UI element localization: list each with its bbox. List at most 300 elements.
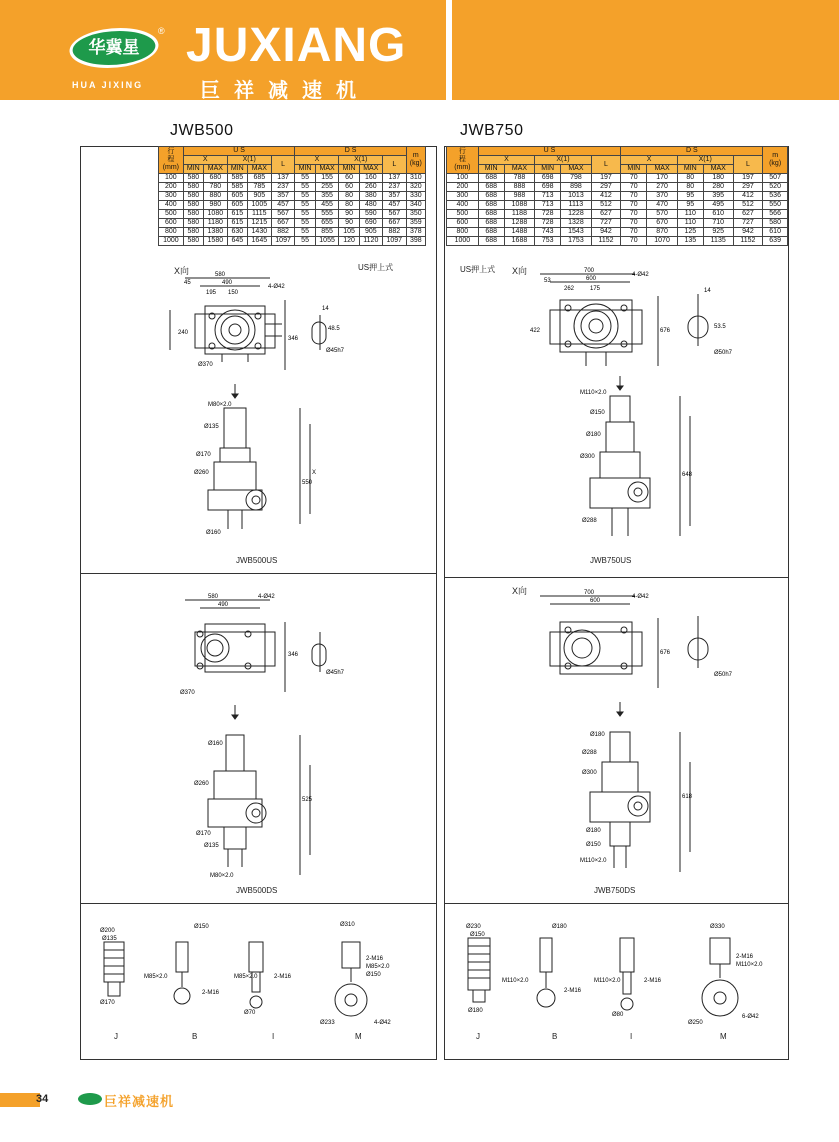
table-cell: 70 [621,201,647,210]
dimension-label: Ø370 [198,362,213,368]
dimension-label: Ø150 [586,842,601,848]
dimension-label: Ø370 [180,690,195,696]
table-header: MIN [227,165,247,174]
table-cell: 370 [647,192,677,201]
table-cell: 270 [647,183,677,192]
table-cell: 80 [339,192,359,201]
table-header: D S [621,147,763,156]
table-cell: 925 [703,228,733,237]
table-cell: 585 [227,174,247,183]
table-cell: 197 [591,174,621,183]
table-cell: 70 [621,183,647,192]
dimension-label: 4-Ø42 [374,1020,391,1026]
table-cell: 567 [271,210,295,219]
table-header: MIN [677,165,703,174]
table-cell: 137 [271,174,295,183]
dimension-label: 648 [682,472,693,478]
table-row [447,174,788,183]
logo-text: 华冀星 [88,38,140,58]
table-cell: 610 [763,228,788,237]
table-cell: 1488 [504,228,534,237]
drawing-caption: JWB500DS [236,886,278,895]
table-cell: 550 [763,201,788,210]
dimension-label: Ø45h7 [326,670,345,676]
table-cell: 395 [703,192,733,201]
table-row [447,237,788,246]
ds-side-view-jwb500 [190,705,340,885]
dimension-label: M85×2.0 [144,974,168,980]
table-cell: 688 [478,201,504,210]
table-cell: 90 [339,210,359,219]
table-header: MAX [504,165,534,174]
table-cell: 788 [504,174,534,183]
table-cell: 1000 [159,237,184,246]
table-cell: 713 [535,192,561,201]
dimension-label: Ø180 [586,828,601,834]
table-cell: 412 [733,192,763,201]
table-cell: 698 [535,183,561,192]
ds-top-view-jwb750 [520,588,760,698]
dimension-label: Ø260 [194,781,209,787]
ds-side-view-jwb750 [560,702,720,882]
table-cell: 1180 [203,219,227,228]
table-cell: 55 [295,219,315,228]
table-cell: 888 [504,183,534,192]
table-header: U S [183,147,295,156]
table-header: X(1) [677,156,733,165]
dimension-label: Ø310 [340,922,355,928]
table-cell: 600 [447,219,479,228]
table-header: X(1) [227,156,271,165]
dimension-label: Ø150 [590,410,605,416]
dimension-label: 580 [215,272,226,278]
logo-subtitle: HUA JIXING [72,80,144,90]
table-cell: 70 [621,237,647,246]
table-cell: 70 [621,174,647,183]
table-cell: 1088 [504,201,534,210]
table-cell: 297 [591,183,621,192]
table-cell: 300 [159,192,184,201]
dimension-label: 490 [222,280,233,286]
table-cell: 1013 [561,192,591,201]
table-row [447,183,788,192]
table-header: D S [295,147,406,156]
table-cell: 688 [478,219,504,228]
end-fittings-jwb750 [448,912,788,1032]
table-header: U S [478,147,621,156]
dimension-label: M85×2.0 [234,974,258,980]
divider [80,903,437,904]
ds-top-view-jwb500 [160,592,360,702]
dimension-label: M110×2.0 [502,978,529,984]
table-cell: 260 [359,183,382,192]
table-cell: 667 [382,219,406,228]
dimension-label: Ø300 [582,770,597,776]
table-cell: 378 [406,228,425,237]
table-cell: 870 [647,228,677,237]
dimension-label: 2-M16 [644,978,662,984]
dimension-label: Ø170 [100,1000,115,1006]
table-cell: 357 [271,192,295,201]
table-cell: 1152 [591,237,621,246]
table-cell: 855 [315,228,339,237]
table-cell: 688 [478,174,504,183]
mount-type-label: US押上式 [460,265,496,274]
dimension-label: Ø45h7 [326,348,345,354]
dimension-label: 14 [322,306,329,312]
table-cell: 400 [447,201,479,210]
table-cell: 455 [315,201,339,210]
table-cell: 100 [159,174,184,183]
table-cell: 55 [295,237,315,246]
table-cell: 200 [159,183,184,192]
table-cell: 785 [247,183,271,192]
table-cell: 780 [203,183,227,192]
footer-band [0,1093,40,1107]
table-cell: 685 [247,174,271,183]
dimension-label: 4-Ø42 [258,594,275,600]
end-label-i: I [272,1032,275,1041]
table-cell: 1228 [561,210,591,219]
table-header: X(1) [339,156,382,165]
dimension-label: 580 [208,594,219,600]
table-cell: 1328 [561,219,591,228]
table-cell: 645 [227,237,247,246]
dimension-label: Ø180 [590,732,605,738]
end-label-m: M [355,1032,362,1041]
table-cell: 60 [339,174,359,183]
dimension-label: 175 [590,286,601,292]
table-cell: 980 [203,201,227,210]
table-cell: 905 [359,228,382,237]
table-header: L [382,156,406,174]
table-cell: 605 [227,201,247,210]
table-cell: 639 [763,237,788,246]
table-cell: 512 [733,201,763,210]
table-cell: 110 [677,219,703,228]
table-header: MAX [561,165,591,174]
table-row [159,228,426,237]
table-cell: 105 [339,228,359,237]
table-header: X [478,156,534,165]
table-row [159,219,426,228]
table-cell: 507 [763,174,788,183]
divider [444,577,789,578]
table-header: MAX [315,165,339,174]
table-header: 行 程 (mm) [447,147,479,174]
table-cell: 80 [677,174,703,183]
dimension-label: 346 [288,652,299,658]
footer-brand: 巨祥减速机 [104,1094,175,1109]
table-cell: 55 [295,192,315,201]
table-cell: 1135 [703,237,733,246]
dimension-label: Ø288 [582,750,597,756]
table-cell: 512 [591,201,621,210]
dimension-label: M110×2.0 [580,390,607,396]
divider [80,573,437,574]
table-cell: 688 [478,210,504,219]
table-cell: 137 [382,174,406,183]
table-header: MAX [247,165,271,174]
dimension-label: 346 [288,336,299,342]
table-cell: 330 [406,192,425,201]
table-cell: 70 [621,219,647,228]
table-header: m (kg) [406,147,425,174]
dimension-label: Ø200 [100,928,115,934]
table-header: MIN [478,165,504,174]
dimension-label: 53.5 [714,324,726,330]
table-cell: 470 [647,201,677,210]
table-cell: 95 [677,192,703,201]
header-divider [446,0,452,100]
table-cell: 670 [647,219,677,228]
dimension-label: 525 [302,797,313,803]
end-label-b: B [192,1032,198,1041]
drawing-caption: JWB750US [590,556,632,565]
dimension-label: Ø150 [470,932,485,938]
table-cell: 630 [227,228,247,237]
dimension-label: M80×2.0 [210,873,234,879]
table-cell: 70 [621,192,647,201]
table-row [447,210,788,219]
table-header: MIN [621,165,647,174]
table-cell: 55 [295,228,315,237]
dimension-label: 2-M16 [736,954,754,960]
dimension-label: 195 [206,290,217,296]
table-cell: 1215 [247,219,271,228]
table-cell: 60 [339,183,359,192]
dimension-label: Ø260 [194,470,209,476]
dimension-label: 600 [590,598,601,604]
table-cell: 610 [703,210,733,219]
dimension-label: 6-Ø42 [742,1014,759,1020]
footer-logo [78,1093,102,1105]
table-cell: 1120 [359,237,382,246]
table-cell: 728 [535,219,561,228]
dimension-label: 4-Ø42 [268,284,285,290]
table-cell: 615 [227,210,247,219]
table-cell: 942 [733,228,763,237]
table-cell: 627 [591,210,621,219]
table-cell: 615 [227,219,247,228]
table-cell: 280 [703,183,733,192]
table-cell: 942 [591,228,621,237]
mount-type-label: US押上式 [358,263,394,272]
table-cell: 688 [478,228,504,237]
dimension-label: X [312,470,317,476]
table-cell: 310 [406,174,425,183]
dimension-label: Ø330 [710,924,725,930]
dimension-label: 490 [218,602,229,608]
dimension-label: Ø170 [196,831,211,837]
table-header: MIN [183,165,203,174]
dimension-label: 150 [228,290,239,296]
us-side-view-jwb750 [560,376,720,556]
table-cell: 170 [647,174,677,183]
end-label-j: J [476,1032,480,1041]
table-cell: 297 [733,183,763,192]
table-cell: 688 [478,183,504,192]
table-cell: 80 [677,183,703,192]
top-view-drawing-jwb750 [520,266,760,376]
table-row [159,183,426,192]
table-cell: 237 [271,183,295,192]
table-cell: 200 [447,183,479,192]
table-header: MAX [203,165,227,174]
divider [444,903,789,904]
table-cell: 480 [359,201,382,210]
dimension-label: 240 [178,330,189,336]
table-cell: 457 [271,201,295,210]
dimension-label: 550 [302,480,313,486]
table-cell: 359 [406,219,425,228]
table-cell: 688 [478,192,504,201]
table-cell: 688 [478,237,504,246]
table-header: X [621,156,677,165]
table-header: MIN [339,165,359,174]
table-cell: 160 [359,174,382,183]
table-cell: 380 [359,192,382,201]
dimension-label: 14 [704,288,711,294]
table-cell: 500 [159,210,184,219]
table-cell: 680 [203,174,227,183]
dimension-label: Ø135 [204,424,219,430]
table-cell: 567 [382,210,406,219]
table-cell: 905 [247,192,271,201]
dimension-label: 618 [682,794,693,800]
brand-chinese: 巨祥减速机 [200,80,370,102]
table-cell: 1753 [561,237,591,246]
table-cell: 1113 [561,201,591,210]
table-header: X [295,156,339,165]
table-header: 行 程 (mm) [159,147,184,174]
table-cell: 743 [535,228,561,237]
table-cell: 55 [295,201,315,210]
table-cell: 70 [621,228,647,237]
table-cell: 580 [183,228,203,237]
table-cell: 880 [203,192,227,201]
dimension-label: Ø230 [466,924,481,930]
table-cell: 100 [447,174,479,183]
dimension-label: 2-M16 [366,956,384,962]
dimension-label: Ø170 [196,452,211,458]
table-cell: 753 [535,237,561,246]
table-cell: 605 [227,192,247,201]
table-cell: 1005 [247,201,271,210]
table-cell: 125 [677,228,703,237]
table-cell: 1380 [203,228,227,237]
dimension-label: 422 [530,328,541,334]
table-cell: 1055 [315,237,339,246]
table-cell: 180 [703,174,733,183]
table-cell: 727 [733,219,763,228]
table-cell: 398 [406,237,425,246]
dimension-label: Ø135 [102,936,117,942]
table-cell: 580 [183,210,203,219]
table-cell: 580 [183,192,203,201]
dimension-label: 45 [184,280,191,286]
drawing-caption: JWB500US [236,556,278,565]
end-label-i: I [630,1032,633,1041]
spec-table-jwb750 [446,146,788,246]
dimension-label: M110×2.0 [580,858,607,864]
table-header: X [183,156,227,165]
table-header: L [271,156,295,174]
table-cell: 110 [677,210,703,219]
dimension-label: Ø250 [688,1020,703,1026]
table-cell: 155 [315,174,339,183]
table-header: MAX [359,165,382,174]
dimension-label: 53 [544,278,551,284]
dimension-label: Ø288 [582,518,597,524]
table-cell: 727 [591,219,621,228]
table-header: MAX [647,165,677,174]
table-cell: 690 [359,219,382,228]
table-cell: 898 [561,183,591,192]
table-cell: 1080 [203,210,227,219]
table-cell: 585 [227,183,247,192]
table-cell: 1430 [247,228,271,237]
table-cell: 800 [447,228,479,237]
table-cell: 536 [763,192,788,201]
dimension-label: M110×2.0 [594,978,621,984]
table-cell: 667 [271,219,295,228]
table-cell: 580 [183,219,203,228]
table-header: L [733,156,763,174]
table-cell: 320 [406,183,425,192]
table-cell: 590 [359,210,382,219]
table-cell: 237 [382,183,406,192]
table-cell: 1097 [271,237,295,246]
table-cell: 580 [763,219,788,228]
table-row [447,219,788,228]
table-cell: 55 [295,174,315,183]
table-cell: 300 [447,192,479,201]
end-label-m: M [720,1032,727,1041]
dimension-label: M110×2.0 [736,962,763,968]
table-cell: 1288 [504,219,534,228]
table-cell: 800 [159,228,184,237]
table-cell: 500 [447,210,479,219]
company-logo [64,28,165,68]
table-cell: 357 [382,192,406,201]
table-cell: 457 [382,201,406,210]
table-cell: 580 [183,174,203,183]
view-label: X向 [512,586,528,596]
table-cell: 1580 [203,237,227,246]
dimension-label: M80×2.0 [208,402,232,408]
table-cell: 95 [677,201,703,210]
drawing-caption: JWB750DS [594,886,636,895]
dimension-label: 2-M16 [564,988,582,994]
table-cell: 566 [763,210,788,219]
dimension-label: 262 [564,286,575,292]
dimension-label: Ø70 [244,1010,256,1016]
spec-table-jwb500 [158,146,426,246]
dimension-label: Ø160 [208,741,223,747]
table-cell: 340 [406,201,425,210]
dimension-label: Ø150 [366,972,381,978]
table-cell: 1688 [504,237,534,246]
dimension-label: 2-M16 [202,990,220,996]
table-cell: 255 [315,183,339,192]
page-number: 34 [36,1093,49,1105]
table-cell: 120 [339,237,359,246]
table-header: m (kg) [763,147,788,174]
table-cell: 600 [159,219,184,228]
end-label-j: J [114,1032,118,1041]
table-cell: 698 [535,174,561,183]
